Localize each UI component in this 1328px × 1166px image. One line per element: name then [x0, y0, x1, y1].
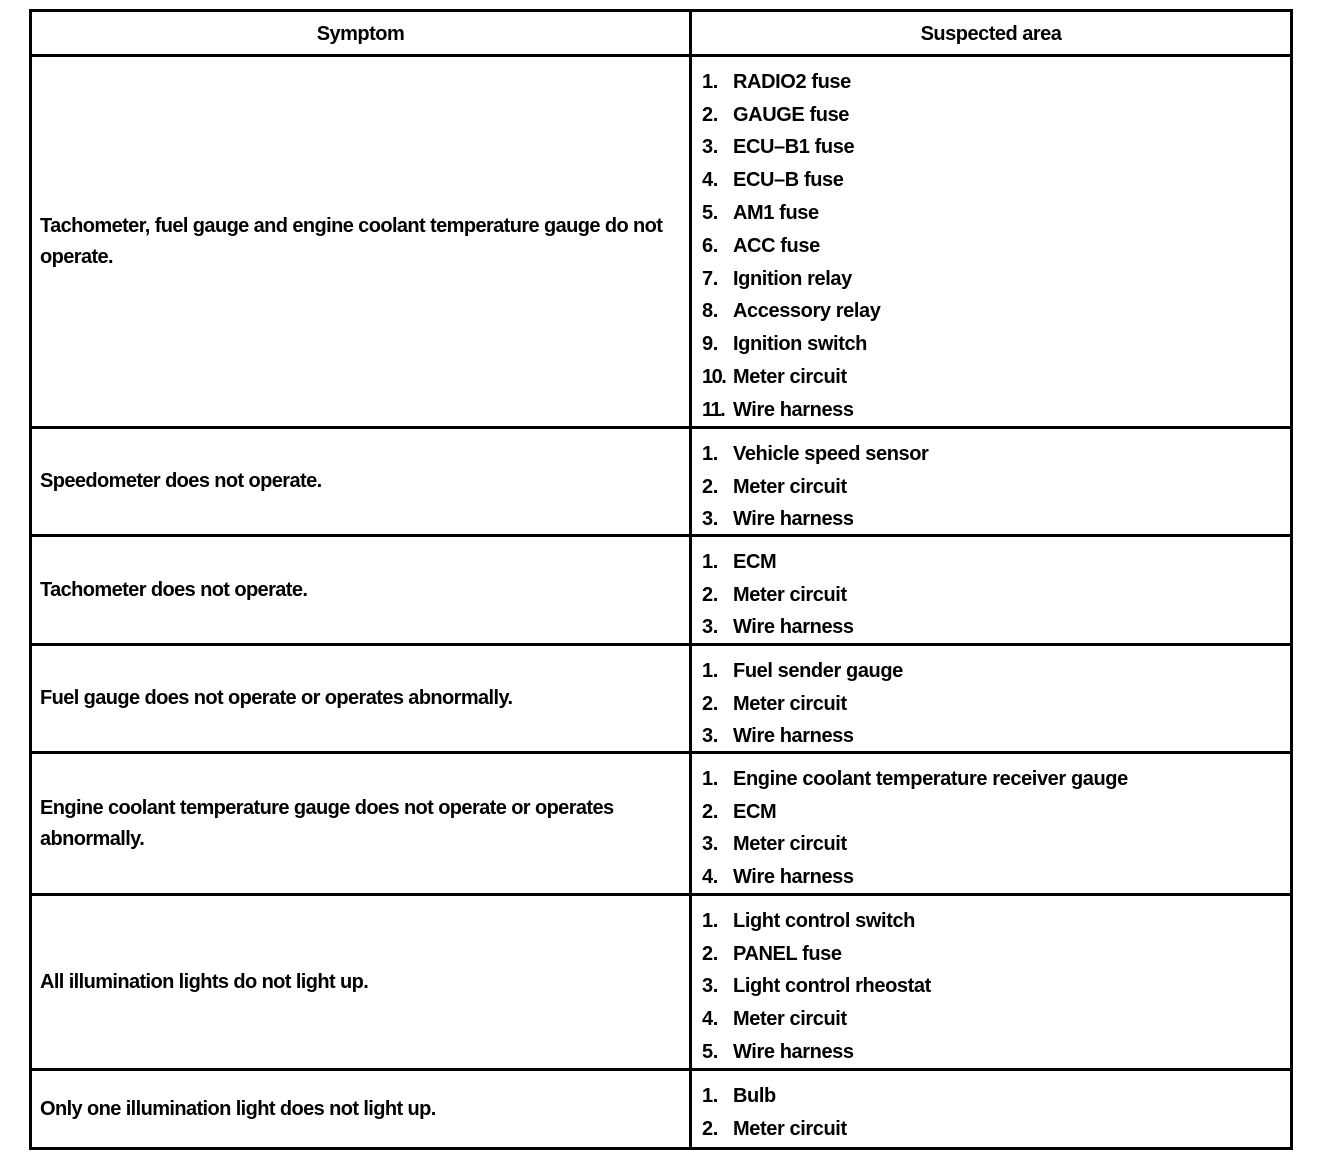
- list-item: [702, 905, 1290, 938]
- list-item: [702, 197, 1290, 230]
- list-item: [702, 1003, 1290, 1036]
- list-item: [702, 612, 1290, 645]
- item-text: Light control switch: [733, 909, 915, 932]
- item-number: 2.: [702, 103, 718, 126]
- item-number: 3.: [702, 136, 718, 159]
- item-text: Light control rheostat: [733, 975, 931, 998]
- item-number: 1.: [702, 70, 718, 93]
- list-item: [702, 861, 1290, 894]
- symptom-cell: Engine coolant temperature gauge does not operate or operates abnormally.: [32, 754, 692, 893]
- item-number: 2.: [702, 800, 718, 823]
- item-text: Wire harness: [733, 508, 854, 531]
- table-row: [32, 754, 1290, 896]
- list-item: [702, 263, 1290, 296]
- suspected-area-column-header: Suspected area: [920, 22, 1062, 45]
- table-body: [32, 57, 1290, 1147]
- item-number: 3.: [702, 508, 718, 531]
- table-row: [32, 57, 1290, 429]
- item-number: 9.: [702, 333, 718, 356]
- item-number: 10.: [702, 366, 726, 389]
- list-item: [702, 579, 1290, 612]
- item-number: 3.: [702, 833, 718, 856]
- list-item: [702, 796, 1290, 829]
- list-item: [702, 971, 1290, 1004]
- item-number: 2.: [702, 583, 718, 606]
- item-text: ECU–B fuse: [733, 169, 844, 192]
- item-text: Wire harness: [733, 398, 854, 421]
- item-text: Meter circuit: [733, 833, 847, 856]
- item-number: 4.: [702, 169, 718, 192]
- suspected-area-cell: [692, 646, 1290, 751]
- list-item: [702, 655, 1290, 688]
- item-number: 1.: [702, 550, 718, 573]
- symptom-cell: Tachometer, fuel gauge and engine coolant temperature gauge do not operate.: [32, 57, 692, 426]
- item-number: 1.: [702, 909, 718, 932]
- item-text: Accessory relay: [733, 300, 881, 323]
- suspected-area-cell: [692, 429, 1290, 534]
- item-text: Fuel sender gauge: [733, 659, 903, 682]
- table-row: [32, 1071, 1290, 1147]
- table-row: [32, 896, 1290, 1071]
- item-text: Vehicle speed sensor: [733, 442, 929, 465]
- item-text: Ignition relay: [733, 267, 852, 290]
- table-row: [32, 646, 1290, 754]
- item-number: 2.: [702, 942, 718, 965]
- symptom-cell: All illumination lights do not light up.: [32, 896, 692, 1068]
- item-text: Wire harness: [733, 1041, 854, 1064]
- item-number: 11.: [702, 398, 725, 421]
- item-number: 1.: [702, 442, 718, 465]
- list-item: [702, 132, 1290, 165]
- item-text: Meter circuit: [733, 1117, 847, 1140]
- item-text: Engine coolant temperature receiver gauge: [733, 767, 1128, 790]
- item-number: 2.: [702, 692, 718, 715]
- symptom-cell: Only one illumination light does not light up.: [32, 1071, 692, 1147]
- item-text: Meter circuit: [733, 366, 847, 389]
- list-item: [702, 296, 1290, 329]
- symptom-cell: Fuel gauge does not operate or operates abnormally.: [32, 646, 692, 751]
- list-item: [702, 829, 1290, 862]
- table-row: [32, 537, 1290, 646]
- suspected-area-cell: [692, 754, 1290, 893]
- list-item: [702, 361, 1290, 394]
- item-number: 5.: [702, 1041, 718, 1064]
- list-item: [702, 164, 1290, 197]
- list-item: [702, 938, 1290, 971]
- item-text: Wire harness: [733, 725, 854, 748]
- list-item: [702, 504, 1290, 537]
- item-text: Meter circuit: [733, 692, 847, 715]
- troubleshooting-table: [29, 9, 1293, 1150]
- symptom-column-header: Symptom: [32, 12, 692, 54]
- item-text: ECM: [733, 800, 777, 823]
- list-item: [702, 471, 1290, 504]
- symptom-cell: Speedometer does not operate.: [32, 429, 692, 534]
- item-number: 1.: [702, 1084, 718, 1107]
- list-item: [702, 394, 1290, 427]
- item-text: AM1 fuse: [733, 202, 819, 225]
- suspected-area-cell: [692, 896, 1290, 1068]
- item-number: 2.: [702, 475, 718, 498]
- table-header-row: [32, 12, 1290, 57]
- suspected-area-cell: [692, 537, 1290, 643]
- item-text: ECM: [733, 550, 777, 573]
- item-number: 3.: [702, 975, 718, 998]
- item-number: 1.: [702, 767, 718, 790]
- item-number: 2.: [702, 1117, 718, 1140]
- item-text: GAUGE fuse: [733, 103, 850, 126]
- item-text: RADIO2 fuse: [733, 70, 851, 93]
- item-text: ACC fuse: [733, 234, 820, 257]
- list-item: [702, 763, 1290, 796]
- item-text: Bulb: [733, 1084, 776, 1107]
- list-item: [702, 1080, 1290, 1113]
- item-number: 6.: [702, 234, 718, 257]
- item-number: 8.: [702, 300, 718, 323]
- item-number: 7.: [702, 267, 718, 290]
- list-item: [702, 1113, 1290, 1146]
- suspected-area-cell: [692, 1071, 1290, 1147]
- item-text: Meter circuit: [733, 1008, 847, 1031]
- item-text: Meter circuit: [733, 583, 847, 606]
- item-text: PANEL fuse: [733, 942, 842, 965]
- suspected-area-cell: [692, 57, 1290, 426]
- table-row: [32, 429, 1290, 537]
- list-item: [702, 66, 1290, 99]
- list-item: [702, 688, 1290, 721]
- list-item: [702, 546, 1290, 579]
- item-text: Ignition switch: [733, 333, 867, 356]
- item-number: 4.: [702, 866, 718, 889]
- item-number: 4.: [702, 1008, 718, 1031]
- item-text: ECU–B1 fuse: [733, 136, 855, 159]
- list-item: [702, 721, 1290, 754]
- item-text: Meter circuit: [733, 475, 847, 498]
- item-number: 1.: [702, 659, 718, 682]
- list-item: [702, 230, 1290, 263]
- item-number: 3.: [702, 725, 718, 748]
- list-item: [702, 438, 1290, 471]
- list-item: [702, 99, 1290, 132]
- list-item: [702, 328, 1290, 361]
- item-text: Wire harness: [733, 616, 854, 639]
- list-item: [702, 1036, 1290, 1069]
- item-number: 5.: [702, 202, 718, 225]
- symptom-cell: Tachometer does not operate.: [32, 537, 692, 643]
- item-number: 3.: [702, 616, 718, 639]
- item-text: Wire harness: [733, 866, 854, 889]
